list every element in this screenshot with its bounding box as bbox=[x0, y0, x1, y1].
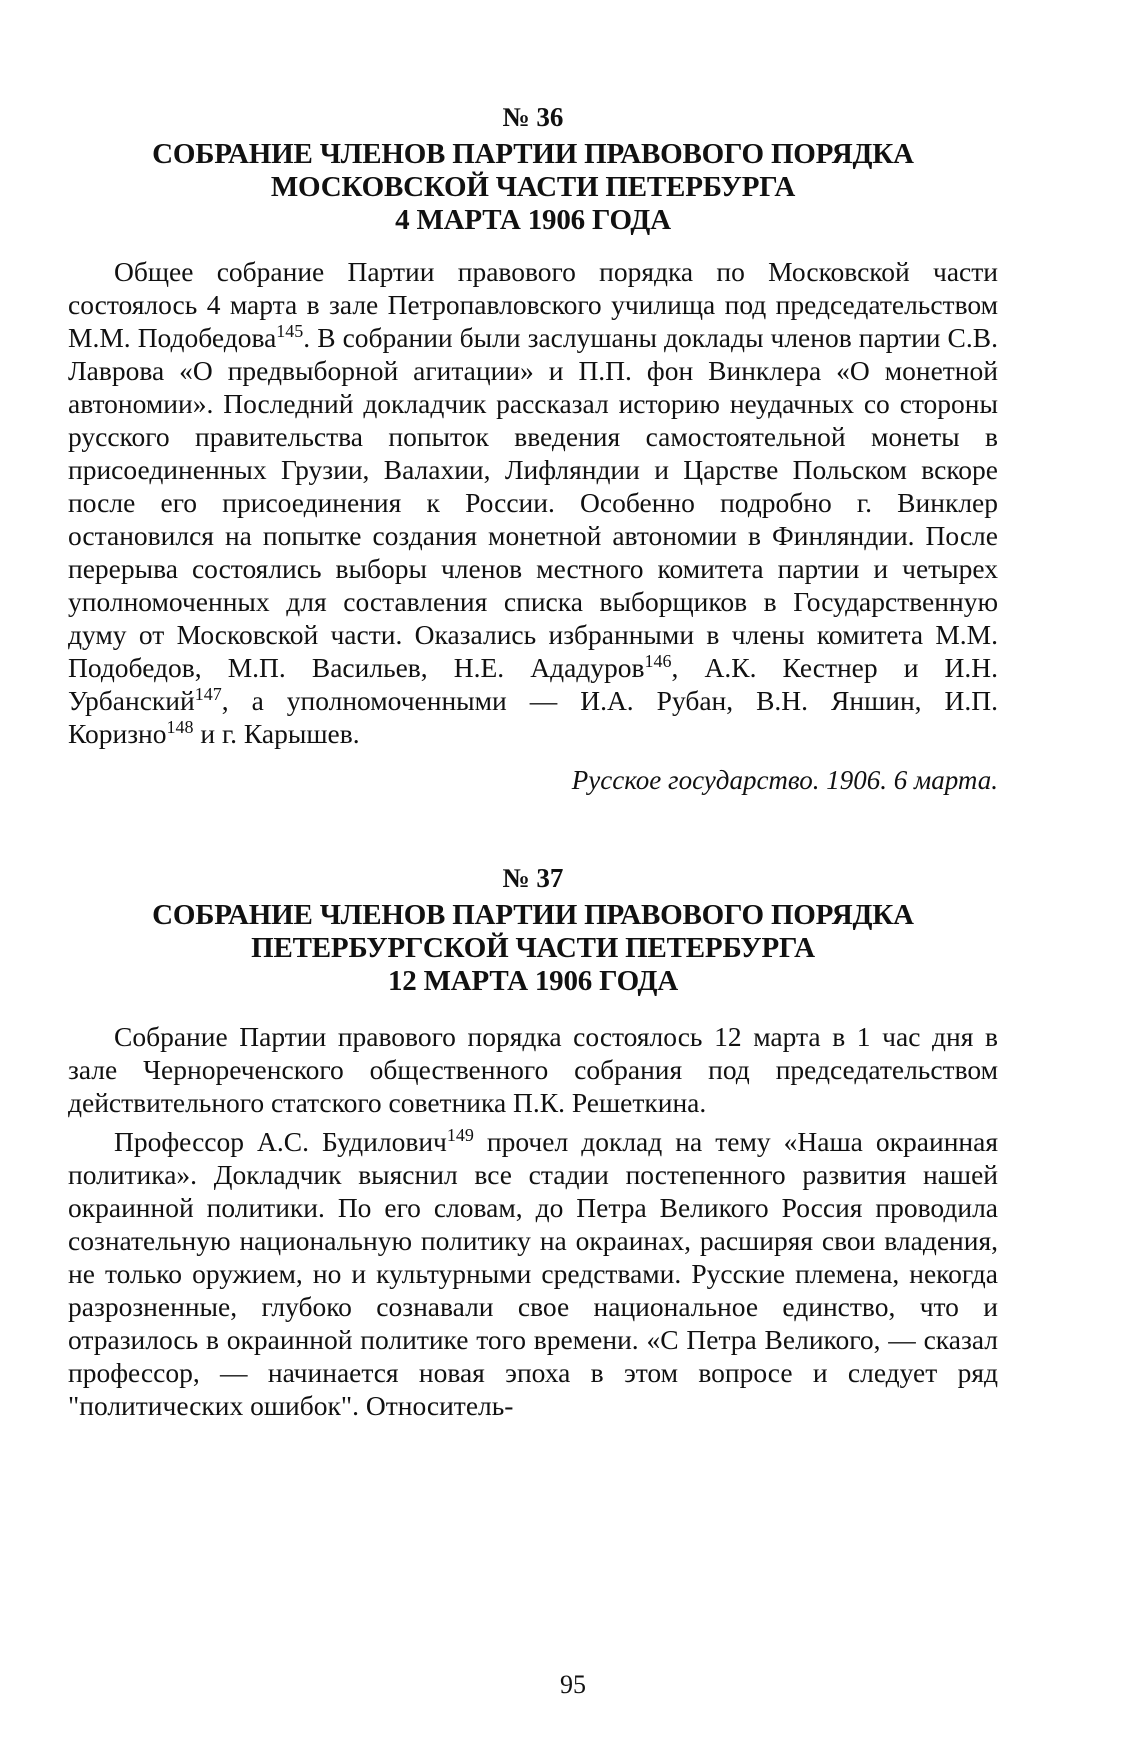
text-run: Профессор А.С. Будилович bbox=[114, 1126, 447, 1157]
title-line: МОСКОВСКОЙ ЧАСТИ ПЕТЕРБУРГА bbox=[270, 171, 796, 203]
text-run: Общее собрание Партии правового порядка по Московской части состоялось 4 марта в зале Петропавловского училища под председательством М.М. Подобедова bbox=[68, 256, 998, 353]
source-citation: Русское государство. 1906. 6 марта. bbox=[571, 765, 998, 795]
title-line: СОБРАНИЕ ЧЛЕНОВ ПАРТИИ ПРАВОВОГО ПОРЯДКА bbox=[152, 138, 914, 170]
title-line: ПЕТЕРБУРГСКОЙ ЧАСТИ ПЕТЕРБУРГА bbox=[251, 932, 815, 964]
document-36 bbox=[68, 100, 998, 797]
text-run: и г. Карышев. bbox=[193, 718, 360, 749]
title-line: 12 МАРТА 1906 ГОДА bbox=[387, 965, 679, 997]
body-paragraph bbox=[68, 255, 998, 750]
page-number: 95 bbox=[560, 1670, 586, 1699]
title-line: СОБРАНИЕ ЧЛЕНОВ ПАРТИИ ПРАВОВОГО ПОРЯДКА bbox=[152, 899, 914, 931]
footnote-ref: 149 bbox=[446, 1125, 474, 1145]
footnote-ref: 147 bbox=[194, 684, 222, 704]
document-title bbox=[68, 899, 998, 998]
page-body bbox=[68, 100, 998, 1422]
document-number: № 36 bbox=[502, 102, 564, 132]
document-37 bbox=[68, 861, 998, 1422]
footnote-ref: 145 bbox=[276, 321, 304, 341]
text-run: . В собрании были заслушаны доклады членов партии С.В. Лаврова «О предвыборной агитации» и П.П. фон Винклера «О монетной автономии». Последний докладчик рассказал историю неудачных со стороны русского правительства попыток введения самостоятельной монеты в присоединенных Грузии, Валахии, Лифляндии и Царстве Польском вскоре после его присоединения к России. Особенно подробно г. Винклер остановился на попытке создания монетной автономии в Финляндии. После перерыва состоялись выборы членов местного комитета партии и четырех уполномоченных для составления списка выборщиков в Государственную думу от Московской части. Оказались избранными в члены комитета М.М. Подобедов, М.П. Васильев, Н.Е. Ададуров bbox=[68, 322, 998, 683]
text-run: , а уполномоченными — И.А. Рубан, В.Н. Яншин, И.П. Коризно bbox=[68, 685, 998, 749]
footnote-ref: 148 bbox=[166, 717, 194, 737]
text-run: прочел доклад на тему «Наша окраинная политика». Докладчик выяснил все стадии постепенного развития нашей окраинной политики. По его словам, до Петра Великого Россия проводила сознательную национальную политику на окраинах, расширяя свои владения, не только оружием, но и культурными средствами. Русские племена, некогда разрозненные, глубоко сознавали свое национальное единство, что и отразилось в окраинной политике того времени. «С Петра Великого, — сказал профессор, — начинается новая эпоха в этом вопросе и следует ряд "политических ошибок". Относитель- bbox=[68, 1126, 998, 1421]
title-line: 4 МАРТА 1906 ГОДА bbox=[395, 204, 671, 236]
footnote-ref: 146 bbox=[644, 651, 672, 671]
body-paragraph: Собрание Партии правового порядка состоялось 12 марта в 1 час дня в зале Чернореченского общественного собрания под председательством действительного статского советника П.К. Решеткина. bbox=[68, 1021, 998, 1118]
text-run: , А.К. Кестнер и И.Н. Урбанский bbox=[68, 652, 998, 716]
body-paragraph bbox=[68, 1125, 998, 1422]
document-title bbox=[68, 138, 998, 237]
document-number: № 37 bbox=[502, 863, 564, 893]
